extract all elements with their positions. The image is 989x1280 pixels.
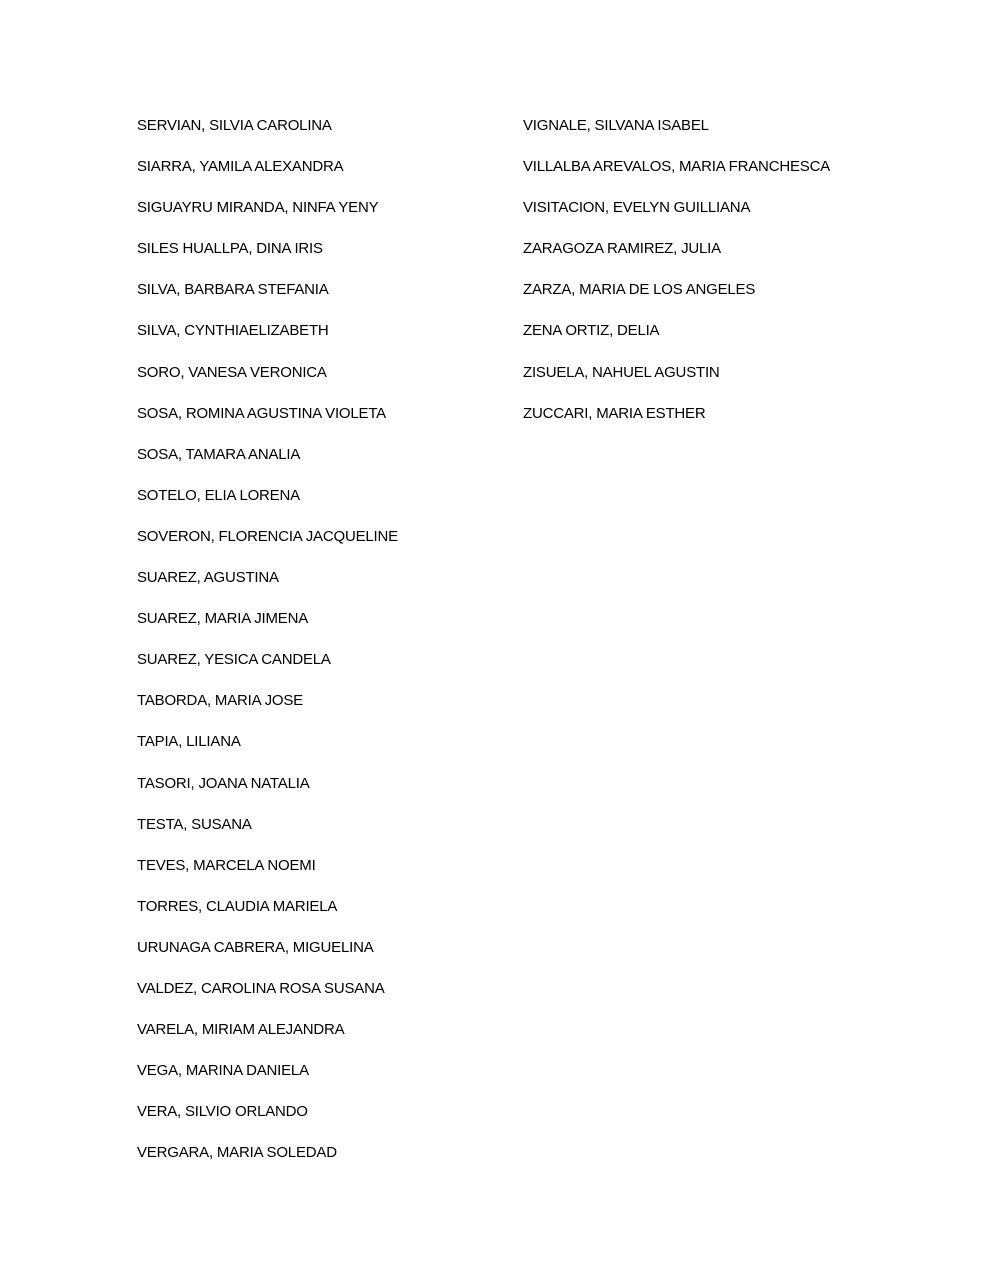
name-entry: SERVIAN, SILVIA CAROLINA	[137, 117, 332, 134]
name-entry: SILVA, CYNTHIAELIZABETH	[137, 322, 329, 340]
name-entry: SOVERON, FLORENCIA JACQUELINE	[137, 527, 398, 545]
name-entry: ZISUELA, NAHUEL AGUSTIN	[523, 363, 720, 381]
name-entry: VALDEZ, CAROLINA ROSA SUSANA	[137, 979, 385, 997]
name-entry: VIGNALE, SILVANA ISABEL	[523, 117, 709, 134]
name-entry: TORRES, CLAUDIA MARIELA	[137, 897, 338, 915]
name-entry: SOSA, TAMARA ANALIA	[137, 445, 301, 463]
name-entry: VERA, SILVIO ORLANDO	[137, 1103, 308, 1121]
name-entry: SIARRA, YAMILA ALEXANDRA	[137, 158, 344, 176]
name-entry: TEVES, MARCELA NOEMI	[137, 856, 316, 874]
name-entry: SIGUAYRU MIRANDA, NINFA YENY	[137, 199, 379, 217]
name-entry: SILES HUALLPA, DINA IRIS	[137, 240, 323, 258]
name-entry: SUAREZ, AGUSTINA	[137, 569, 279, 587]
name-entry: ZARZA, MARIA DE LOS ANGELES	[523, 281, 756, 299]
name-entry: TESTA, SUSANA	[137, 815, 252, 833]
names-column-right	[523, 115, 963, 444]
name-entry: SUAREZ, MARIA JIMENA	[137, 610, 309, 628]
names-column-left	[137, 115, 507, 1183]
name-entry: ZUCCARI, MARIA ESTHER	[523, 404, 706, 422]
name-entry: SOSA, ROMINA AGUSTINA VIOLETA	[137, 404, 386, 422]
name-entry: TAPIA, LILIANA	[137, 733, 241, 751]
name-entry: VISITACION, EVELYN GUILLIANA	[523, 199, 751, 217]
name-entry: SORO, VANESA VERONICA	[137, 363, 327, 381]
name-entry: VARELA, MIRIAM ALEJANDRA	[137, 1021, 345, 1039]
name-entry: SUAREZ, YESICA CANDELA	[137, 651, 331, 669]
name-entry: ZARAGOZA RAMIREZ, JULIA	[523, 240, 721, 258]
name-entry: ZENA ORTIZ, DELIA	[523, 322, 660, 340]
name-entry: VEGA, MARINA DANIELA	[137, 1062, 309, 1080]
name-entry: VERGARA, MARIA SOLEDAD	[137, 1144, 337, 1162]
name-entry: URUNAGA CABRERA, MIGUELINA	[137, 938, 374, 956]
name-entry: TASORI, JOANA NATALIA	[137, 774, 310, 792]
name-entry: SOTELO, ELIA LORENA	[137, 486, 300, 504]
name-entry: VILLALBA AREVALOS, MARIA FRANCHESCA	[523, 158, 831, 176]
name-entry: TABORDA, MARIA JOSE	[137, 692, 303, 710]
name-entry: SILVA, BARBARA STEFANIA	[137, 281, 329, 299]
